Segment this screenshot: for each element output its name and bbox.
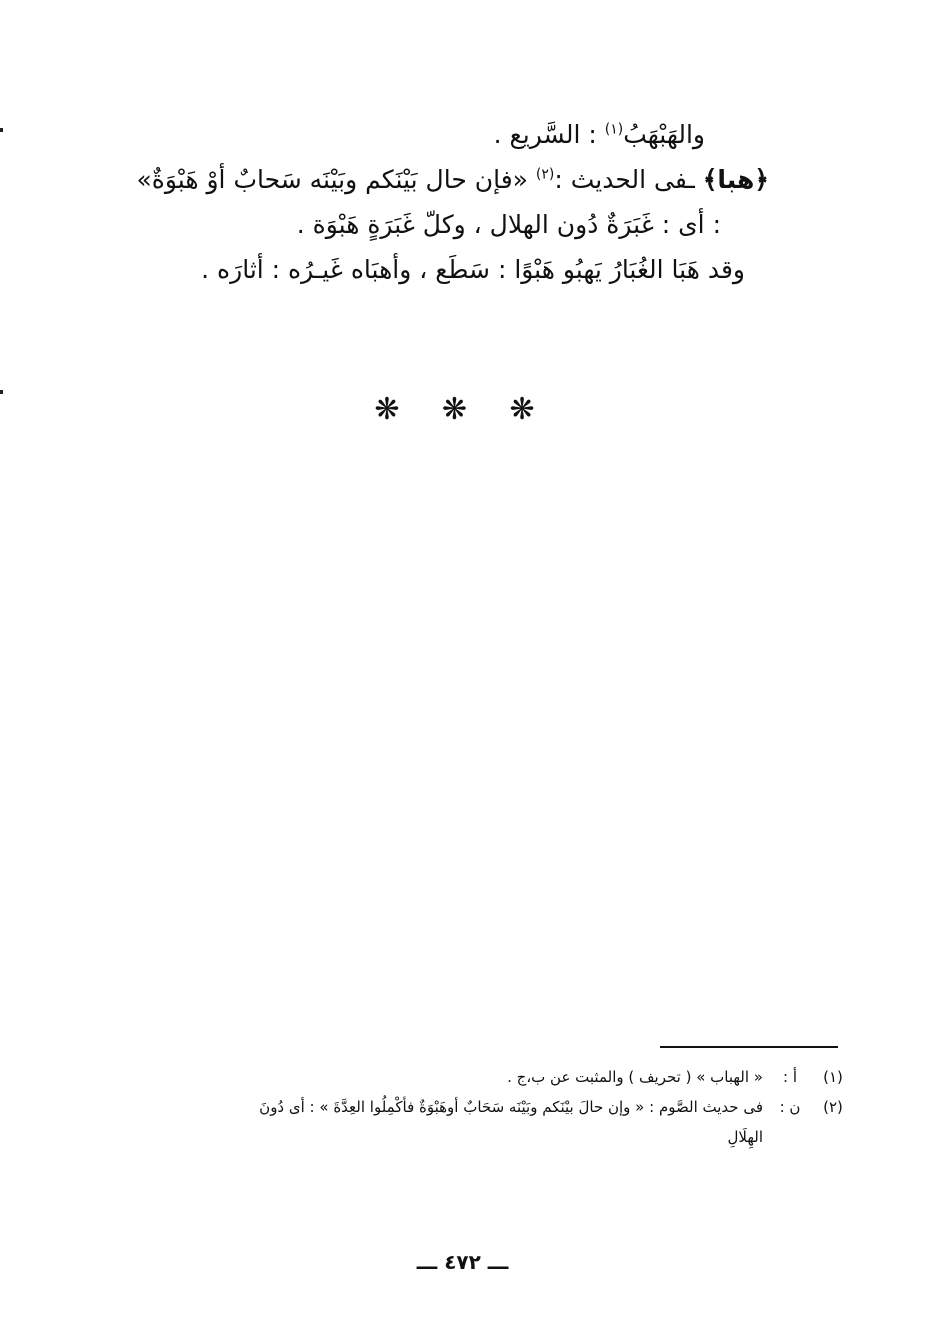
footnote-ref-2: (٢): [535, 166, 555, 183]
footnote-2-continuation: الهِلَالِ: [727, 1128, 763, 1146]
footnote-2: [107, 1092, 849, 1122]
footnote-divider: [660, 1046, 838, 1048]
line-text: : السَّريع .: [493, 120, 605, 149]
headword: والهَبْهَبُ: [623, 120, 705, 149]
footnote-number: (١): [823, 1068, 843, 1086]
footnote-text: فى حديث الصَّوم : « وإن حالَ بيْنَكم وبَيْنَه سَحَابٌ أوهَبْوَةٌ فأكْمِلُوا العِدَّةَ » : أى دُونَ: [259, 1098, 763, 1116]
entry-headword: ﴿هبا﴾: [702, 165, 769, 194]
section-separator: ❋ ❋ ❋: [374, 392, 551, 427]
line-text: ـفى الحديث :: [554, 165, 703, 194]
footnote-source: أ :: [783, 1068, 797, 1086]
footnotes: [107, 1062, 849, 1152]
page-number: ـــ ٤٧٢ ـــ: [416, 1250, 509, 1274]
footnote-1: [107, 1062, 849, 1092]
page-edge-mark: [0, 128, 3, 132]
main-text: [136, 112, 769, 292]
footnote-number: (٢): [823, 1098, 843, 1116]
text-line-1: [147, 112, 747, 157]
text-line-2: [136, 157, 769, 202]
text-line-3: : أى : غَبَرَةٌ دُون الهلال ، وكلّ غَبَرَةٍ هَبْوَة .: [296, 210, 721, 239]
text-line-4: وقد هَبَا الغُبَارُ يَهبُو هَبْوًا : سَطَع ، وأهبَاه غَيـرُه : أثارَه .: [201, 255, 745, 284]
hadith-quote: «فإن حال بَيْنَكم وبَيْنَه سَحابٌ أوْ هَبْوَةٌ»: [136, 165, 536, 194]
footnote-text: « الهباب » ( تحريف ) والمثبت عن ب،ج .: [507, 1068, 763, 1086]
footnote-ref-1: (١): [604, 121, 624, 138]
footnote-source: ن :: [779, 1098, 801, 1116]
